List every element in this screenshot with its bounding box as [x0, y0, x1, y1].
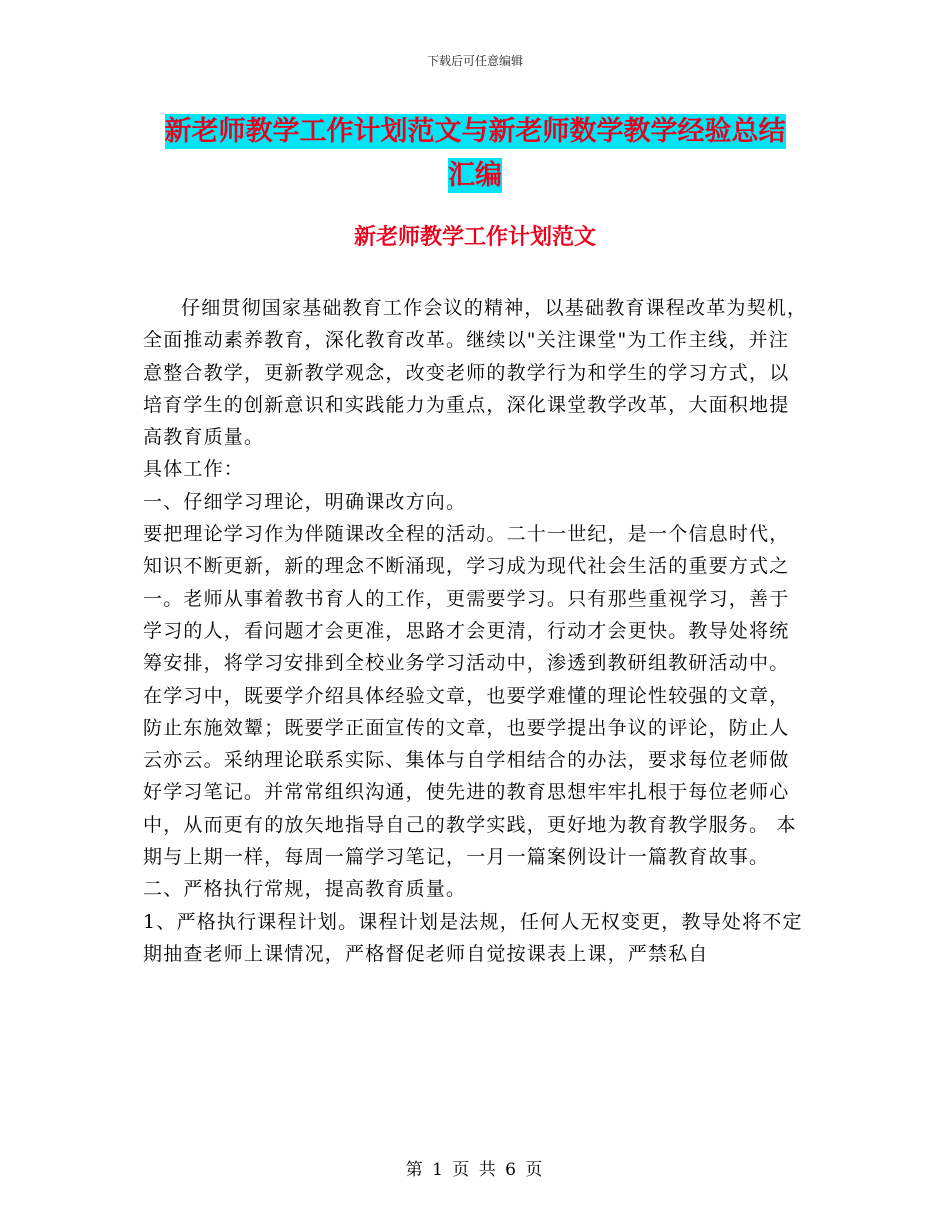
header-note: 下载后可任意编辑 — [426, 54, 523, 68]
page-footer: 第 1 页 共 6 页 — [405, 1160, 545, 1180]
paragraph-item-2-1: 1、严格执行课程计划。课程计划是法规，任何人无权变更，教导处将不定期抽查老师上课情况，严格督促老师自觉按课表上课，严禁私自 — [143, 910, 803, 965]
title-line-1: 新老师教学工作计划范文与新老师数学教学经验总结 — [164, 116, 786, 147]
title-line-2: 汇编 — [448, 160, 502, 191]
paragraph-item-1: 要把理论学习作为伴随课改全程的活动。二十一世纪，是一个信息时代，知识不断更新，新的理念不断涌现，学习成为现代社会生活的重要方式之一。老师从事着教书育人的工作，更需要学习。只有那些重视学习，善于学习的人，看问题才会更准，思路才会更清，行动才会更快。教导处将统筹安排，将学习安排到全校业务学习活动中，渗透到教研组教研活动中。在学习中，既要学介绍具体经验文章，也要学难懂的理论性较强的文章，防止东施效颦；既要学正面宣传的文章，也要学提出争议的评论，防止人云亦云。采纳理论联系实际、集体与自学相结合的办法，要求每位老师做好学习笔记。并常常组织沟通，使先进的教育思想牢牢扎根于每位老师心中，从而更有的放矢地指导自己的教学实践，更好地为教育教学服务。 本期与上期一样，每周一篇学习笔记，一月一篇案例设计一篇教育故事。 — [143, 523, 797, 869]
heading-item-2: 二、严格执行常规，提高教育质量。 — [143, 878, 467, 901]
document-body — [143, 292, 808, 970]
heading-item-1: 一、仔细学习理论，明确课改方向。 — [143, 490, 467, 513]
document-title — [0, 110, 950, 198]
section-title: 新老师教学工作计划范文 — [353, 224, 596, 250]
paragraph-intro: 仔细贯彻国家基础教育工作会议的精神，以基础教育课程改革为契机，全面推动素养教育，深化教育改革。继续以"关注课堂"为工作主线，并注意整合教学，更新教学观念，改变老师的教学行为和学生的学习方式，以培育学生的创新意识和实践能力为重点，深化课堂教学改革，大面积地提高教育质量。 — [143, 297, 808, 449]
paragraph-label-tasks: 具体工作： — [143, 458, 245, 481]
